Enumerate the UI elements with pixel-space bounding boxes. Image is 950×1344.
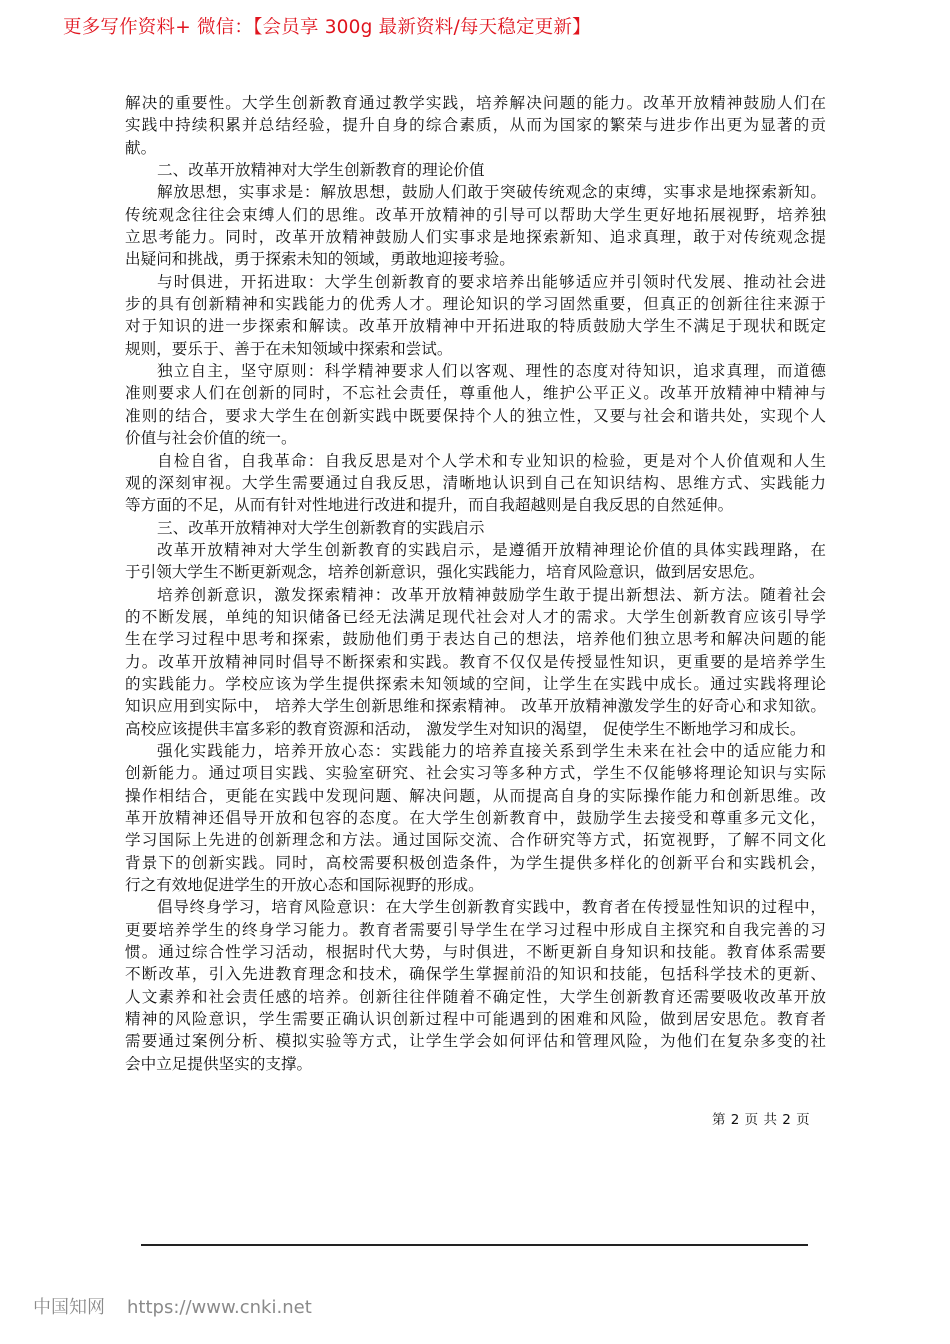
text-line: 实践中持续积累并总结经验，提升自身的综合素质，从而为国家的繁荣与进步作出更为显著的贡: [125, 116, 826, 135]
text-line: 二、改革开放精神对大学生创新教育的理论价值: [157, 161, 485, 180]
paragraph: [125, 92, 826, 159]
text-line: 的实践能力。学校应该为学生提供探索未知领域的空间，让学生在实践中成长。通过实践将理论: [125, 674, 826, 693]
paragraph: [125, 360, 826, 449]
text-line: 对于知识的进一步探索和解读。改革开放精神中开拓进取的特质鼓励大学生不满足于现状和既定: [125, 317, 826, 336]
footer-divider: [141, 1244, 808, 1246]
page-number: 第 2 页 共 2 页: [712, 1112, 810, 1128]
text-line: 培养创新意识，激发探索精神：改革开放精神鼓励学生敢于提出新想法、新方法。随着社会: [157, 585, 826, 604]
paragraph: [125, 740, 826, 896]
text-line: 的不断发展，单纯的知识储备已经无法满足现代社会对人才的需求。大学生创新教育应该引导学: [125, 607, 826, 626]
text-line: 三、改革开放精神对大学生创新教育的实践启示: [157, 518, 485, 537]
text-line: 操作相结合，更能在实践中发现问题、解决问题，从而提高自身的实际操作能力和创新思维。改: [125, 786, 826, 805]
text-line: 观的深刻审视。大学生需要通过自我反思，清晰地认识到自己在知识结构、思维方式、实践能力: [125, 473, 826, 492]
text-line: 创新能力。通过项目实践、实验室研究、社会实习等多种方式，学生不仅能够将理论知识与实际: [125, 764, 826, 783]
section-heading: [125, 517, 826, 539]
text-line: 精神的风险意识，学生需要正确认识创新过程中可能遇到的困难和风险，做到居安思危。教育者: [125, 1010, 826, 1029]
text-line: 规则，要乐于、善于在未知领域中探索和尝试。: [125, 339, 453, 358]
text-line: 与时俱进，开拓进取：大学生创新教育的要求培养出能够适应并引领时代发展、推动社会进: [157, 272, 826, 291]
paragraph: [125, 450, 826, 517]
text-line: 准则要求人们在创新的同时，不忘社会责任，尊重他人，维护公平正义。改革开放精神中精神与: [125, 384, 826, 403]
text-line: 改革开放精神对大学生创新教育的实践启示，是遵循开放精神理论价值的具体实践理路，在: [157, 540, 826, 559]
paragraph: [125, 181, 826, 270]
text-line: 更要培养学生的终身学习能力。教育者需要引导学生在学习过程中形成自主探究和自我完善的习: [125, 920, 826, 939]
document-body: [125, 92, 826, 1075]
text-line: 知识应用到实际中， 培养大学生创新思维和探索精神。 改革开放精神激发学生的好奇心和求知欲。: [125, 697, 826, 716]
promo-banner: 更多写作资料+ 微信：【会员享 300g 最新资料/每天稳定更新】: [63, 17, 591, 38]
text-line: 传统观念往往会束缚人们的思维。改革开放精神的引导可以帮助大学生更好地拓展视野，培养独: [125, 205, 826, 224]
footer-watermark: [33, 1293, 334, 1319]
text-line: 高校应该提供丰富多彩的教育资源和活动， 激发学生对知识的渴望， 促使学生不断地学习和成长。: [125, 719, 806, 738]
text-line: 立思考能力。同时，改革开放精神鼓励人们实事求是地探索新知、追求真理，敢于对传统观念提: [125, 228, 826, 247]
text-line: 行之有效地促进学生的开放心态和国际视野的形成。: [125, 876, 484, 895]
text-line: 生在学习过程中思考和探索，鼓励他们勇于表达自己的想法，培养他们独立思考和解决问题的能: [125, 630, 826, 649]
text-line: 强化实践能力，培养开放心态：实践能力的培养直接关系到学生未来在社会中的适应能力和: [157, 741, 826, 760]
text-line: 不断改革，引入先进教育理念和技术，确保学生掌握前沿的知识和技能，包括科学技术的更新、: [125, 965, 826, 984]
text-line: 步的具有创新精神和实践能力的优秀人才。理论知识的学习固然重要，但真正的创新往往来源于: [125, 295, 826, 314]
text-line: 人文素养和社会责任感的培养。创新往往伴随着不确定性，大学生创新教育还需要吸收改革开放: [125, 987, 826, 1006]
text-line: 惯。通过综合性学习活动，根据时代大势，与时俱进，不断更新自身知识和技能。教育体系需要: [125, 943, 826, 962]
text-line: 价值与社会价值的统一。: [125, 429, 297, 448]
text-line: 倡导终身学习，培育风险意识：在大学生创新教育实践中，教育者在传授显性知识的过程中，: [157, 898, 826, 917]
section-heading: [125, 159, 826, 181]
text-line: 背景下的创新实践。同时，高校需要积极创造条件，为学生提供多样化的创新平台和实践机会，: [125, 853, 826, 872]
text-line: 等方面的不足，从而有针对性地进行改进和提升，而自我超越则是自我反思的自然延伸。: [125, 496, 734, 515]
paragraph: [125, 539, 826, 584]
text-line: 独立自主，坚守原则：科学精神要求人们以客观、理性的态度对待知识，追求真理，而道德: [157, 362, 826, 381]
text-line: 于引领大学生不断更新观念，培养创新意识，强化实践能力，培育风险意识，做到居安思危。: [125, 563, 765, 582]
text-line: 需要通过案例分析、模拟实验等方式，让学生学会如何评估和管理风险，为他们在复杂多变的社: [125, 1032, 826, 1051]
text-line: 力。改革开放精神同时倡导不断探索和实践。教育不仅仅是传授显性知识，更重要的是培养学生: [125, 652, 826, 671]
footer-url[interactable]: https://www.cnki.net: [127, 1297, 312, 1318]
text-line: 会中立足提供坚实的支撑。: [125, 1054, 313, 1073]
text-line: 解放思想，实事求是：解放思想，鼓励人们敢于突破传统观念的束缚，实事求是地探索新知。: [157, 183, 826, 202]
footer-site-name: 中国知网: [33, 1297, 105, 1318]
text-line: 自检自省，自我革命：自我反思是对个人学术和专业知识的检验，更是对个人价值观和人生: [157, 451, 826, 470]
text-line: 学习国际上先进的创新理念和方法。通过国际交流、合作研究等方式，拓宽视野，了解不同文化: [125, 831, 826, 850]
paragraph: [125, 271, 826, 360]
text-line: 献。: [125, 138, 157, 157]
paragraph: [125, 584, 826, 740]
text-line: 出疑问和挑战，勇于探索未知的领域，勇敢地迎接考验。: [125, 250, 515, 269]
paragraph: [125, 896, 826, 1075]
text-line: 准则的结合，要求大学生在创新实践中既要保持个人的独立性，又要与社会和谐共处，实现个人: [125, 406, 826, 425]
text-line: 革开放精神还倡导开放和包容的态度。在大学生创新教育中，鼓励学生去接受和尊重多元文化，: [125, 809, 826, 827]
text-line: 解决的重要性。大学生创新教育通过教学实践，培养解决问题的能力。改革开放精神鼓励人们在: [125, 94, 826, 112]
